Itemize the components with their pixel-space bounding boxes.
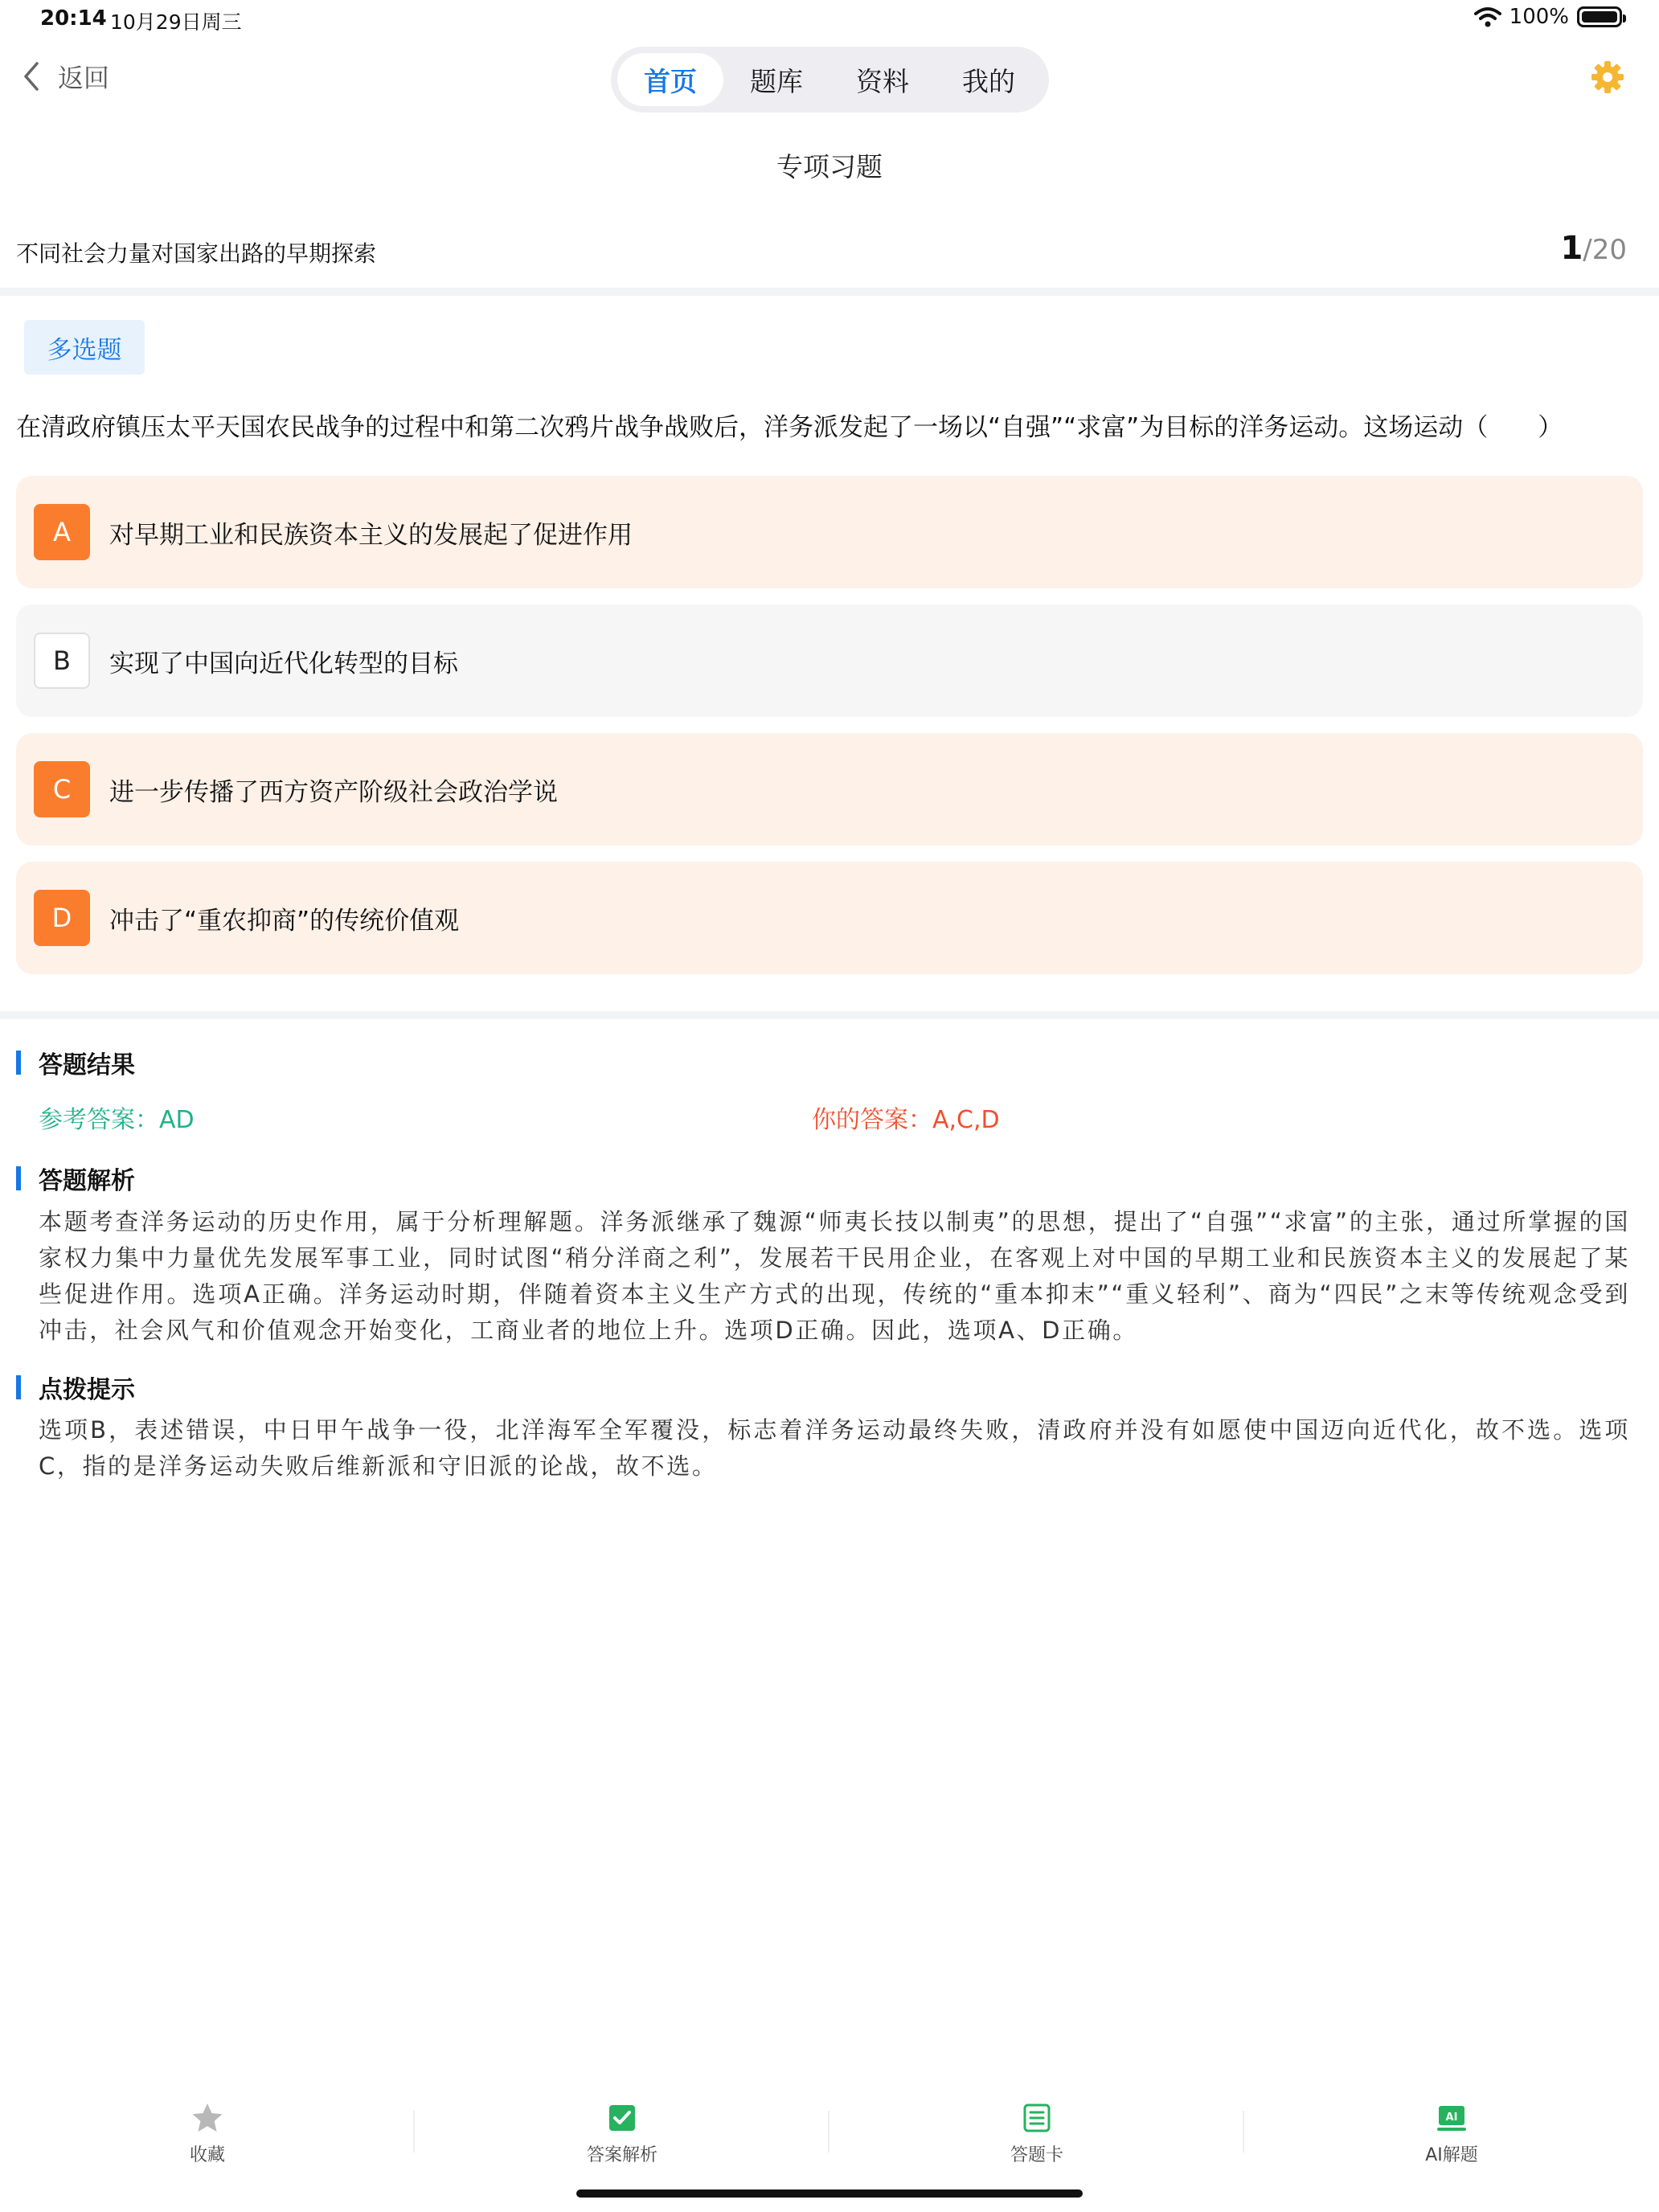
page-title: 专项习题	[776, 151, 883, 182]
option-text: 实现了中国向近代化转型的目标	[109, 649, 458, 678]
favorite-button[interactable]	[0, 2087, 415, 2183]
answer-card-button[interactable]	[830, 2087, 1244, 2183]
option-letter: D	[34, 890, 90, 946]
status-bar	[0, 0, 1659, 39]
wifi-icon	[1474, 6, 1501, 27]
ai-solve-button[interactable]	[1244, 2087, 1659, 2183]
top-nav-tabs	[611, 47, 1049, 113]
favorite-label: 收藏	[189, 2145, 225, 2165]
tab-materials[interactable]: 资料	[856, 65, 909, 97]
ai-badge-text: AI	[1445, 2112, 1458, 2124]
status-date: 10月29日周三	[110, 10, 242, 34]
chevron-left-icon	[23, 61, 40, 92]
tab-question-bank[interactable]: 题库	[750, 65, 803, 97]
option-text: 冲击了“重农抑商”的传统价值观	[109, 906, 460, 936]
bottom-toolbar	[0, 2087, 1659, 2183]
gear-icon	[1590, 59, 1625, 95]
hint-section-header	[16, 1370, 135, 1405]
section-marker	[16, 1166, 21, 1190]
your-answer: 你的答案：A,C,D	[812, 1106, 1000, 1134]
battery-percentage: 100%	[1509, 5, 1569, 29]
option-a[interactable]	[16, 476, 1643, 588]
result-section-title: 答题结果	[39, 1051, 135, 1079]
question-stem: 在清政府镇压太平天国农民战争的过程中和第二次鸦片战争战败后，洋务派发起了一场以“自强”“求富”为目标的洋务运动。这场运动（ ）	[16, 413, 1563, 442]
settings-button[interactable]	[1590, 59, 1625, 95]
answer-analysis-button[interactable]	[415, 2087, 830, 2183]
section-divider	[0, 288, 1659, 296]
option-letter: B	[34, 633, 90, 689]
option-c[interactable]	[16, 733, 1643, 846]
section-marker	[16, 1375, 21, 1399]
question-type-badge: 多选题	[24, 320, 145, 375]
reference-answer: 参考答案：AD	[39, 1106, 195, 1134]
back-label: 返回	[58, 63, 110, 93]
ai-solve-label: AI解题	[1425, 2145, 1478, 2165]
progress-total: /20	[1583, 234, 1627, 266]
question-progress	[1560, 230, 1627, 267]
star-icon	[191, 2103, 223, 2133]
option-letter: C	[34, 761, 90, 817]
option-d[interactable]	[16, 862, 1643, 974]
tab-mine[interactable]: 我的	[962, 65, 1015, 97]
back-button[interactable]	[23, 58, 109, 95]
hint-text: 选项B，表述错误，中日甲午战争一役，北洋海军全军覆没，标志着洋务运动最终失败，清政府并没有如愿使中国迈向近代化，故不选。选项C，指的是洋务运动失败后维新派和守旧派的论战，故不选。	[39, 1416, 1630, 1480]
chapter-title: 不同社会力量对国家出路的早期探索	[16, 240, 377, 267]
analysis-section-header	[16, 1161, 135, 1196]
analysis-text: 本题考查洋务运动的历史作用，属于分析理解题。洋务派继承了魏源“师夷长技以制夷”的思想，提出了“自强”“求富”的主张，通过所掌握的国家权力集中力量优先发展军事工业，同时试图“稍分洋商之利”，发展若干民用企业，在客观上对中国的早期工业和民族资本主义的发展起了某些促进作用。选项A正确。洋务运动时期，伴随着资本主义生产方式的出现，传统的“重本抑末”“重义轻利”、商为“四民”之末等传统观念受到冲击，社会风气和价值观念开始变化，工商业者的地位上升。选项D正确。因此，选项A、D正确。	[39, 1208, 1630, 1344]
status-indicators	[1474, 5, 1622, 29]
hint-section-title: 点拨提示	[39, 1376, 135, 1404]
chapter-row	[0, 227, 1659, 288]
result-section-header	[16, 1045, 135, 1080]
ai-icon	[1436, 2103, 1468, 2133]
list-icon	[1022, 2103, 1052, 2133]
analysis-section-title: 答题解析	[39, 1167, 135, 1195]
option-b[interactable]	[16, 604, 1643, 717]
option-text: 进一步传播了西方资产阶级社会政治学说	[109, 777, 558, 807]
battery-icon	[1577, 6, 1622, 27]
tab-home[interactable]: 首页	[617, 53, 723, 106]
answer-card-label: 答题卡	[1010, 2145, 1063, 2165]
option-text: 对早期工业和民族资本主义的发展起了促进作用	[109, 520, 633, 550]
section-divider	[0, 1011, 1659, 1019]
section-marker	[16, 1051, 21, 1075]
option-letter: A	[34, 504, 90, 560]
answer-analysis-label: 答案解析	[586, 2145, 657, 2165]
progress-current: 1	[1560, 230, 1583, 267]
checklist-icon	[607, 2103, 637, 2133]
home-indicator	[576, 2189, 1083, 2198]
status-time: 20:14	[40, 6, 107, 31]
